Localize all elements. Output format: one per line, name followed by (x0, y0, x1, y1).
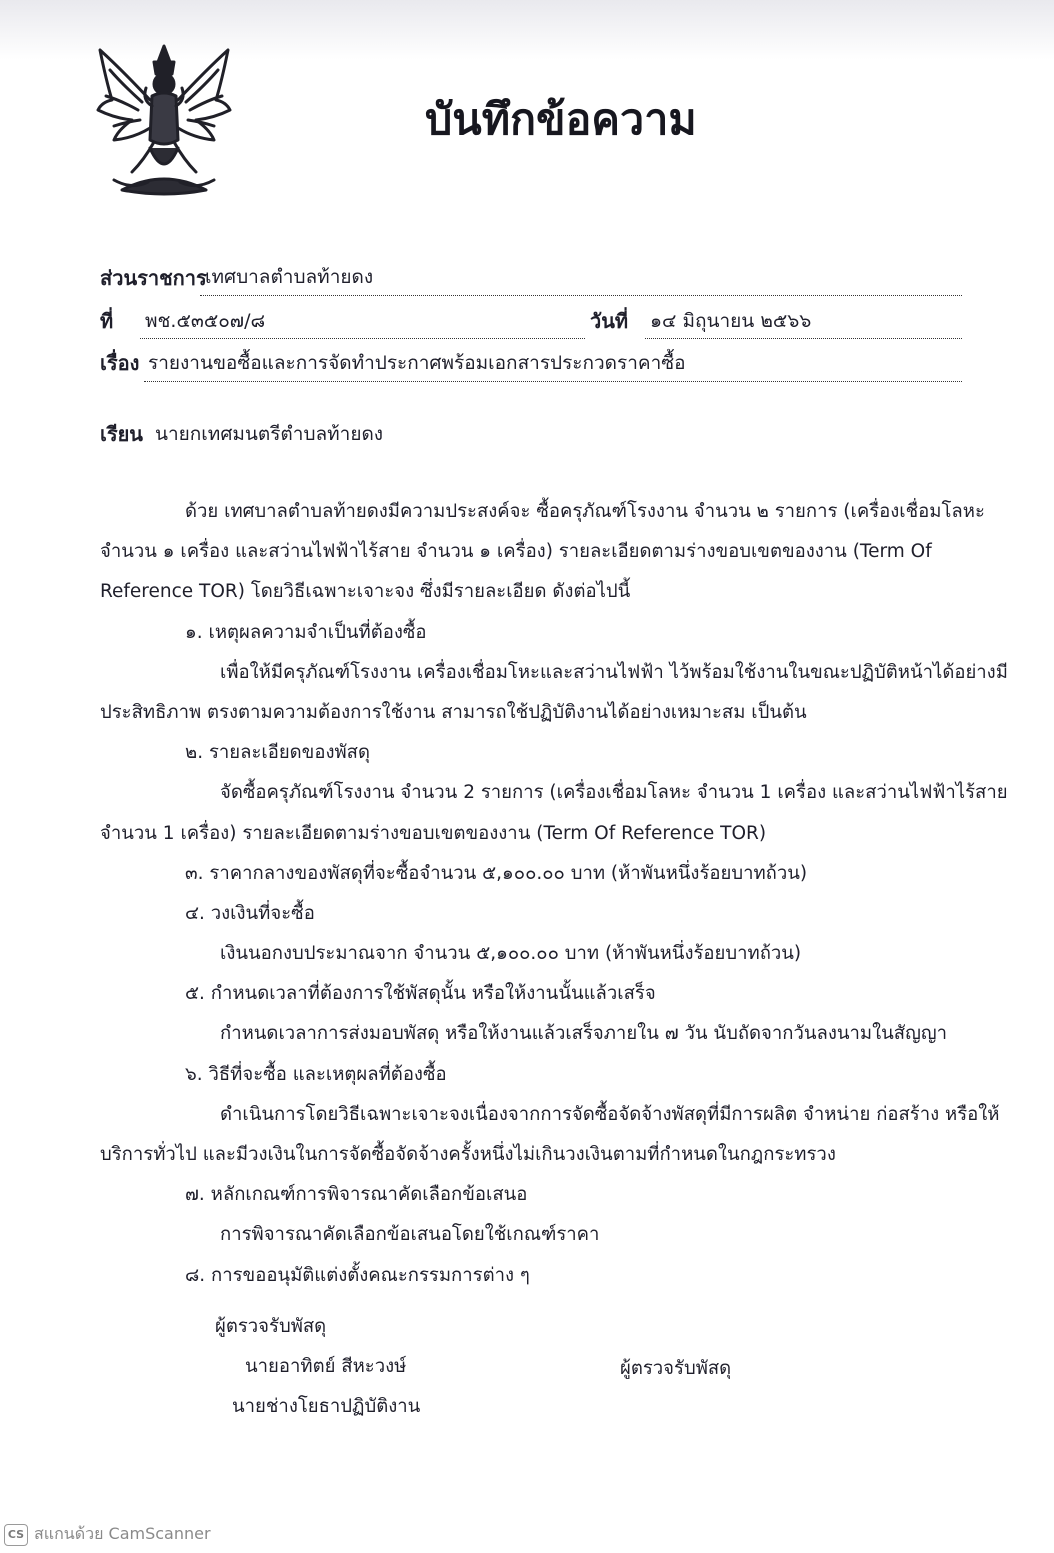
section-heading: ๔. วงเงินที่จะซื้อ (185, 902, 315, 924)
salutation-value: นายกเทศมนตรีตำบลท้ายดง (155, 423, 384, 445)
body-line: การพิจารณาคัดเลือกข้อเสนอโดยใช้เกณฑ์ราคา (220, 1224, 600, 1246)
body-line: จำนวน 1 เครื่อง) รายละเอียดตามร่างขอบเขตของงาน (Term Of Reference TOR) (100, 822, 767, 844)
memo-body (100, 492, 1008, 1296)
subject-value: รายงานขอซื้อและการจัดทำประกาศพร้อมเอกสารประกวดราคาซื้อ (148, 352, 686, 374)
section-heading: ๕. กำหนดเวลาที่ต้องการใช้พัสดุนั้น หรือให้งานนั้นแล้วเสร็จ (185, 983, 656, 1005)
salutation-label: เรียน (100, 422, 143, 446)
section-heading: ๒. รายละเอียดของพัสดุ (185, 742, 370, 764)
body-line: Reference TOR) โดยวิธีเฉพาะเจาะจง ซึ่งมีรายละเอียด ดังต่อไปนี้ (100, 581, 631, 603)
body-line: เงินนอกงบประมาณจาก จำนวน ๕,๑๐๐.๐๐ บาท (ห้าพันหนึ่งร้อยบาทถ้วน) (220, 943, 802, 965)
body-line: ดำเนินการโดยวิธีเฉพาะเจาะจงเนื่องจากการจัดซื้อจัดจ้างพัสดุที่มีการผลิต จำหน่าย ก่อสร้าง หรือให้ (220, 1103, 1000, 1125)
document-title: บันทึกข้อความ (425, 95, 697, 145)
section-heading: ๑. เหตุผลความจำเป็นที่ต้องซื้อ (185, 621, 427, 643)
body-line: เพื่อให้มีครุภัณฑ์โรงงาน เครื่องเชื่อมโหะและสว่านไฟฟ้า ไว้พร้อมใช้งานในขณะปฏิบัติหน้าได้อย่างมี (220, 661, 1008, 683)
agency-value: เทศบาลตำบลท้ายดง (205, 266, 374, 288)
camscanner-footer (4, 1522, 211, 1547)
agency-dotted-line (200, 295, 962, 296)
body-line: จำนวน ๑ เครื่อง และสว่านไฟฟ้าไร้สาย จำนวน ๑ เครื่อง) รายละเอียดตามร่างขอบเขตของงาน (Term Of (100, 541, 932, 563)
section-heading: ๖. วิธีที่จะซื้อ และเหตุผลที่ต้องซื้อ (185, 1063, 447, 1085)
section-heading: ๗. หลักเกณฑ์การพิจารณาคัดเลือกข้อเสนอ (185, 1184, 528, 1206)
body-line: กำหนดเวลาการส่งมอบพัสดุ หรือให้งานแล้วเสร็จภายใน ๗ วัน นับถัดจากวันลงนามในสัญญา (220, 1023, 947, 1045)
camscanner-text: สแกนด้วย CamScanner (34, 1524, 211, 1543)
garuda-emblem-icon (92, 40, 237, 205)
body-line: ประสิทธิภาพ ตรงตามความต้องการใช้งาน สามารถใช้ปฏิบัติงานได้อย่างเหมาะสม เป็นต้น (100, 701, 807, 723)
body-line: ด้วย เทศบาลตำบลท้ายดงมีความประสงค์จะ ซื้อครุภัณฑ์โรงงาน จำนวน ๒ รายการ (เครื่องเชื่อมโลหะ (185, 501, 985, 522)
committee-heading: ผู้ตรวจรับพัสดุ (215, 1316, 327, 1337)
committee-member-position: นายช่างโยธาปฏิบัติงาน (232, 1396, 421, 1417)
date-value: ๑๔ มิถุนายน ๒๕๖๖ (650, 310, 812, 332)
reference-value: พช.๕๓๕๐๗/๘ (145, 310, 266, 332)
committee-member-name: นายอาทิตย์ สีหะวงษ์ (245, 1356, 407, 1377)
committee-member-role: ผู้ตรวจรับพัสดุ (620, 1358, 732, 1379)
body-line: จัดซื้อครุภัณฑ์โรงงาน จำนวน 2 รายการ (เครื่องเชื่อมโลหะ จำนวน 1 เครื่อง และสว่านไฟฟ้าไร้สาย (220, 782, 1008, 804)
agency-label: ส่วนราชการ (100, 266, 207, 290)
body-line: บริการทั่วไป และมีวงเงินในการจัดซื้อจัดจ้างครั้งหนึ่งไม่เกินวงเงินตามที่กำหนดในกฎกระทรวง (100, 1144, 836, 1165)
reference-label: ที่ (100, 309, 114, 333)
camscanner-logo-icon: CS (4, 1524, 28, 1546)
date-label: วันที่ (590, 309, 629, 333)
subject-label: เรื่อง (100, 351, 140, 375)
section-heading: ๓. ราคากลางของพัสดุที่จะซื้อจำนวน ๕,๑๐๐.๐๐ บาท (ห้าพันหนึ่งร้อยบาทถ้วน) (185, 862, 808, 884)
date-dotted-line (645, 338, 962, 339)
reference-dotted-line (140, 338, 585, 339)
subject-dotted-line (144, 381, 962, 382)
section-heading: ๘. การขออนุมัติแต่งตั้งคณะกรรมการต่าง ๆ (185, 1264, 530, 1286)
